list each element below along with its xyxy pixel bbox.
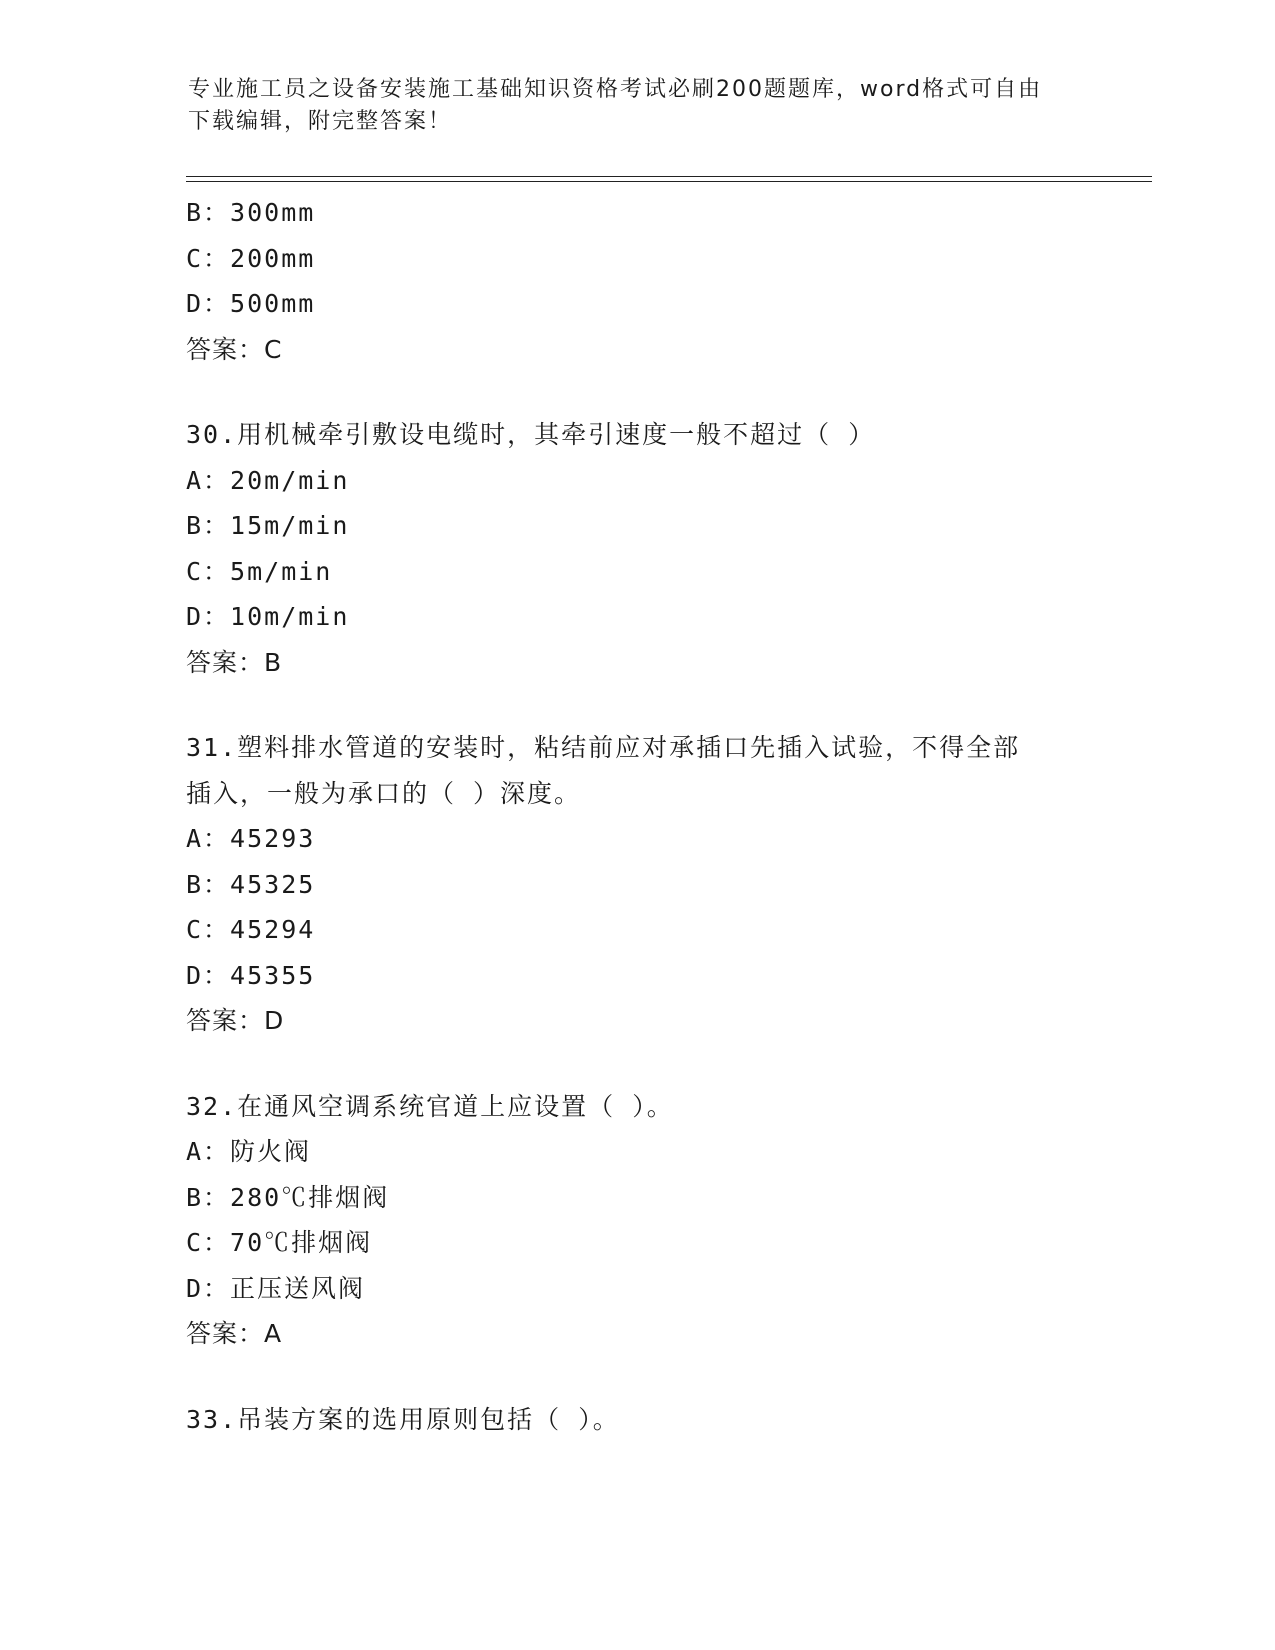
option-a: A：20m/min (186, 465, 350, 495)
option-a: A：防火阀 (186, 1137, 312, 1166)
question-33 (186, 1397, 1086, 1443)
option-c: C：45294 (186, 915, 316, 944)
question-text: 30.用机械牵引敷设电缆时，其牵引速度一般不超过（ ） (186, 420, 876, 449)
header-title-line-1: 专业施工员之设备安装施工基础知识资格考试必刷200题题库，word格式可自由 (188, 77, 1043, 102)
option-b: B：300mm (186, 198, 316, 227)
question-text: 32.在通风空调系统官道上应设置（ ）。 (186, 1091, 674, 1121)
answer-line: 答案：D (186, 1006, 285, 1035)
option-a: A：45293 (186, 824, 316, 853)
option-d: D：500mm (186, 289, 316, 318)
question-31 (186, 725, 1086, 1044)
question-32 (186, 1084, 1086, 1357)
header-divider (186, 176, 1152, 182)
option-d: D：45355 (186, 960, 316, 990)
answer-line: 答案：A (186, 1319, 283, 1348)
option-b: B：15m/min (186, 511, 350, 540)
question-30 (186, 412, 1086, 685)
option-d: D：正压送风阀 (186, 1273, 366, 1303)
answer-line: 答案：B (186, 647, 283, 677)
header-title-line-2: 下载编辑，附完整答案！ (188, 109, 453, 134)
document-body (186, 190, 1086, 1442)
document-header (188, 74, 1068, 138)
option-c: C：200mm (186, 243, 316, 273)
option-b: B：45325 (186, 869, 316, 899)
option-c: C：70℃排烟阀 (186, 1228, 373, 1257)
option-b: B：280℃排烟阀 (186, 1182, 390, 1212)
question-text-line-1: 31.塑料排水管道的安装时，粘结前应对承插口先插入试验，不得全部 (186, 733, 1021, 762)
option-c: C：5m/min (186, 556, 333, 586)
option-d: D：10m/min (186, 602, 350, 631)
question-text-line-2: 插入，一般为承口的（ ）深度。 (186, 778, 582, 808)
question-29-continued (186, 190, 1086, 372)
answer-line: 答案：C (186, 334, 283, 364)
question-text: 33.吊装方案的选用原则包括（ ）。 (186, 1404, 620, 1434)
